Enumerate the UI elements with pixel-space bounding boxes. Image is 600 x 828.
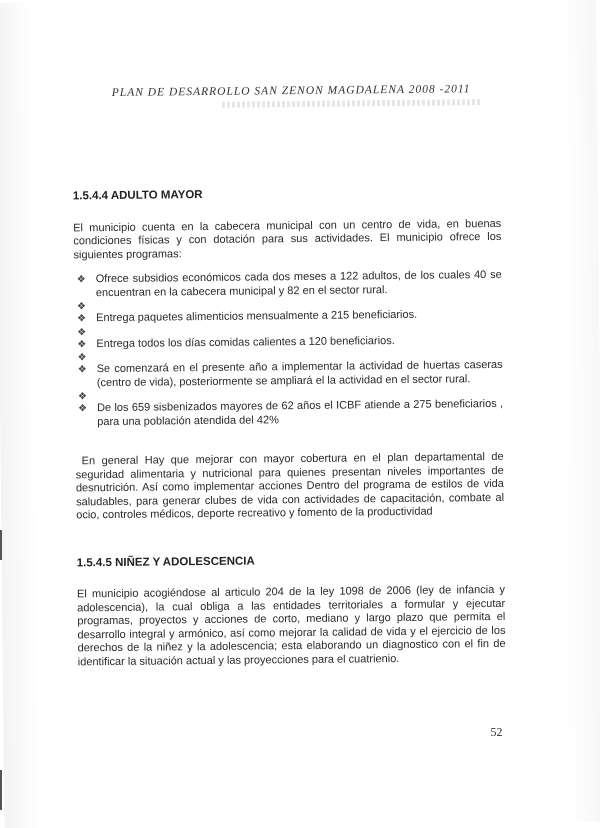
diamond-bullet-icon: ❖ xyxy=(77,313,87,325)
program-text: De los 659 sisbenizados mayores de 62 años el ICBF atiende a 275 beneficiarios , para una población atendida del 42% xyxy=(97,397,504,428)
diamond-bullet-icon: ❖ xyxy=(76,274,86,286)
diamond-bullet-icon: ❖ xyxy=(78,403,88,415)
scan-edge-mark xyxy=(0,770,2,810)
section-heading-ninez: 1.5.4.5 NIÑEZ Y ADOLESCENCIA xyxy=(76,554,255,569)
page-content xyxy=(73,186,506,669)
programs-list xyxy=(74,269,504,429)
adulto-mayor-intro: El municipio cuenta en la cabecera municipal con un centro de vida, en buenas condiciones físicas y con dotación para sus actividades. El municipio ofrece los siguientes programas: xyxy=(73,217,502,261)
adulto-mayor-paragraph: En general Hay que mejorar con mayor cobertura en el plan departamental de seguridad alimentaria y nutricional para quienes presentan niveles importantes de desnutrición. Así como implementar acciones Dentro del programa de estilos de vida saludables, para generar clubes de vida con actividades de capacitación, combate al ocio, controles médicos, deporte recreativo y fomento de la productividad xyxy=(75,450,505,522)
program-text: Entrega paquetes alimenticios mensualmente a 215 beneficiarios. xyxy=(96,308,418,325)
program-text: Entrega todos los días comidas calientes a 120 beneficiarios. xyxy=(96,334,395,350)
diamond-bullet-icon: ❖ xyxy=(77,338,87,350)
scan-edge-mark xyxy=(0,530,2,560)
diamond-bullet-icon: ❖ xyxy=(77,364,87,376)
page-header: PLAN DE DESARROLLO SAN ZENON MAGDALENA 2008 -2011 xyxy=(111,83,471,99)
ninez-paragraph: El municipio acogiéndose al articulo 204 de la ley 1098 de 2006 (ley de infancia y adolescencia), la cual obliga a las entidades territoriales a formular y ejecutar programas, proyectos y acciones de corto, mediano y largo plazo que permita el desarrollo integral y armónico, así como mejorar la calidad de vida y el ejercicio de los derechos de la niñez y la adolescencia; esta elaborando un diagnostico con el fin de identificar la situación actual y las proyecciones para el cuatrienio. xyxy=(76,583,506,668)
diamond-bullet-icon: ❖ xyxy=(77,352,87,364)
header-bleed-through xyxy=(222,99,482,108)
page-number: 52 xyxy=(490,724,503,740)
diamond-bullet-icon: ❖ xyxy=(76,301,87,313)
diamond-bullet-icon: ❖ xyxy=(77,326,87,338)
section-heading-adulto-mayor: 1.5.4.4 ADULTO MAYOR xyxy=(72,189,203,203)
diamond-bullet-icon: ❖ xyxy=(77,391,87,403)
program-text: Ofrece subsidios económicos cada dos meses a 122 adultos, de los cuales 40 se encuentran en la cabecera municipal y 82 en el sector rural. xyxy=(95,268,502,299)
program-text: Se comenzará en el presente año a implementar la actividad de huertas caseras (centro de vida), posteriormente se ampliará el la actividad en el sector rural. xyxy=(96,358,503,389)
list-item xyxy=(75,398,503,429)
